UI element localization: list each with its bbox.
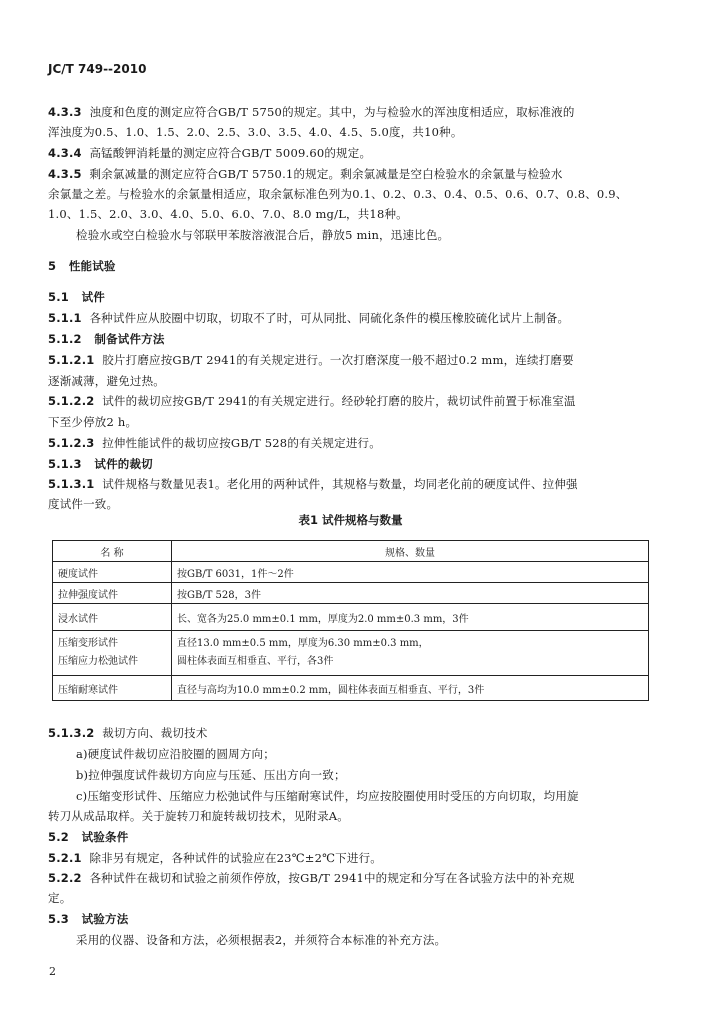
section-heading: 5.3 试验方法 (48, 912, 129, 926)
table-caption: 表1 试件规格与数量 (298, 513, 403, 527)
clause-line: 浑浊度为0.5、1.0、1.5、2.0、2.5、3.0、3.5、4.0、4.5、5.0度，共10种。 (48, 125, 463, 139)
clause-line: 5.1.2.1 胶片打磨应按GB/T 2941的有关规定进行。一次打磨深度一般不超过0.2 mm，连续打磨要 (48, 353, 574, 367)
clause-line: 4.3.3 浊度和色度的测定应符合GB/T 5750的规定。其中，为与检验水的浑浊度相适应，取标准液的 (48, 105, 575, 119)
section-heading: 5.2 试验条件 (48, 830, 129, 844)
row-name-line: 压缩应力松弛试件 (58, 656, 138, 667)
clause-line: 定。 (48, 891, 72, 905)
clause-line: b)拉伸强度试件裁切方向应与压延、压出方向一致； (76, 768, 346, 782)
page-number: 2 (49, 965, 56, 978)
table-row (53, 604, 649, 631)
row-spec: 长、宽各为25.0 mm±0.1 mm，厚度为2.0 mm±0.3 mm，3件 (172, 604, 649, 631)
section-heading: 5.1.2 制备试件方法 (48, 332, 165, 346)
row-name (53, 631, 172, 676)
clause-line: 5.1.2.3 拉伸性能试件的裁切应按GB/T 528的有关规定进行。 (48, 436, 381, 450)
clause-line: 5.1.1 各种试件应从胶圈中切取，切取不了时，可从同批、同硫化条件的模压橡胶硫化试片上制备。 (48, 311, 570, 325)
clause-line: 4.3.5 剩余氯减量的测定应符合GB/T 5750.1的规定。剩余氯减量是空白检验水的余氯量与检验水 (48, 167, 563, 181)
clause-line: 逐渐减薄，避免过热。 (48, 374, 165, 388)
clause-line: 4.3.4 高锰酸钾消耗量的测定应符合GB/T 5009.60的规定。 (48, 146, 372, 160)
row-spec-line: 圆柱体表面互相垂直、平行，各3件 (177, 656, 334, 667)
clause-line: 检验水或空白检验水与邻联甲苯胺溶液混合后，静放5 min，迅速比色。 (76, 228, 450, 242)
section-heading: 5 性能试验 (48, 259, 116, 273)
table-row (53, 676, 649, 701)
section-heading: 5.1 试件 (48, 290, 106, 304)
clause-line: 转刀从成品取样。关于旋转刀和旋转裁切技术，见附录A。 (48, 809, 350, 823)
clause-line: 1.0、1.5、2.0、3.0、4.0、5.0、6.0、7.0、8.0 mg/L，共18种。 (48, 207, 408, 221)
row-name: 拉伸强度试件 (53, 583, 172, 604)
clause-line: 采用的仪器、设备和方法，必须根据表2，并须符合本标准的补充方法。 (76, 933, 447, 947)
row-spec: 直径与高均为10.0 mm±0.2 mm，圆柱体表面互相垂直、平行，3件 (172, 676, 649, 701)
row-spec-line: 直径13.0 mm±0.5 mm，厚度为6.30 mm±0.3 mm， (177, 638, 429, 649)
row-name: 浸水试件 (53, 604, 172, 631)
table-header-row (53, 541, 649, 562)
clause-line: 5.1.3.2 裁切方向、裁切技术 (48, 726, 208, 740)
row-spec (172, 631, 649, 676)
section-heading: 5.1.3 试件的裁切 (48, 457, 153, 471)
clause-line: 度试件一致。 (48, 497, 119, 511)
clause-line: 5.2.1 除非另有规定，各种试件的试验应在23℃±2℃下进行。 (48, 851, 382, 865)
row-name: 压缩耐寒试件 (53, 676, 172, 701)
clause-line: 5.2.2 各种试件在裁切和试验之前须作停放，按GB/T 2941中的规定和分写在各试验方法中的补充规 (48, 871, 575, 885)
standard-code-header: JC/T 749--2010 (48, 62, 147, 76)
row-name: 硬度试件 (53, 562, 172, 583)
specimen-table (52, 540, 649, 701)
row-spec: 按GB/T 528，3件 (172, 583, 649, 604)
table-row (53, 631, 649, 676)
row-name-line: 压缩变形试件 (58, 638, 118, 649)
header-name: 名 称 (53, 541, 172, 562)
clause-line: 5.1.3.1 试件规格与数量见表1。老化用的两种试件，其规格与数量，均同老化前的硬度试件、拉伸强 (48, 477, 578, 491)
clause-line: a)硬度试件裁切应沿胶圈的圆周方向； (76, 747, 275, 761)
clause-line: 5.1.2.2 试件的裁切应按GB/T 2941的有关规定进行。经砂轮打磨的胶片，裁切试件前置于标准室温 (48, 394, 576, 408)
table-row (53, 562, 649, 583)
clause-line: 下至少停放2 h。 (48, 415, 138, 429)
row-spec: 按GB/T 6031，1件～2件 (172, 562, 649, 583)
table-row (53, 583, 649, 604)
clause-line: c)压缩变形试件、压缩应力松弛试件与压缩耐寒试件，均应按胶圈使用时受压的方向切取，均用旋 (76, 789, 579, 803)
clause-line: 余氯量之差。与检验水的余氯量相适应，取余氯标准色列为0.1、0.2、0.3、0.4、0.5、0.6、0.7、0.8、0.9、 (48, 187, 628, 201)
header-spec: 规格、数量 (172, 541, 649, 562)
